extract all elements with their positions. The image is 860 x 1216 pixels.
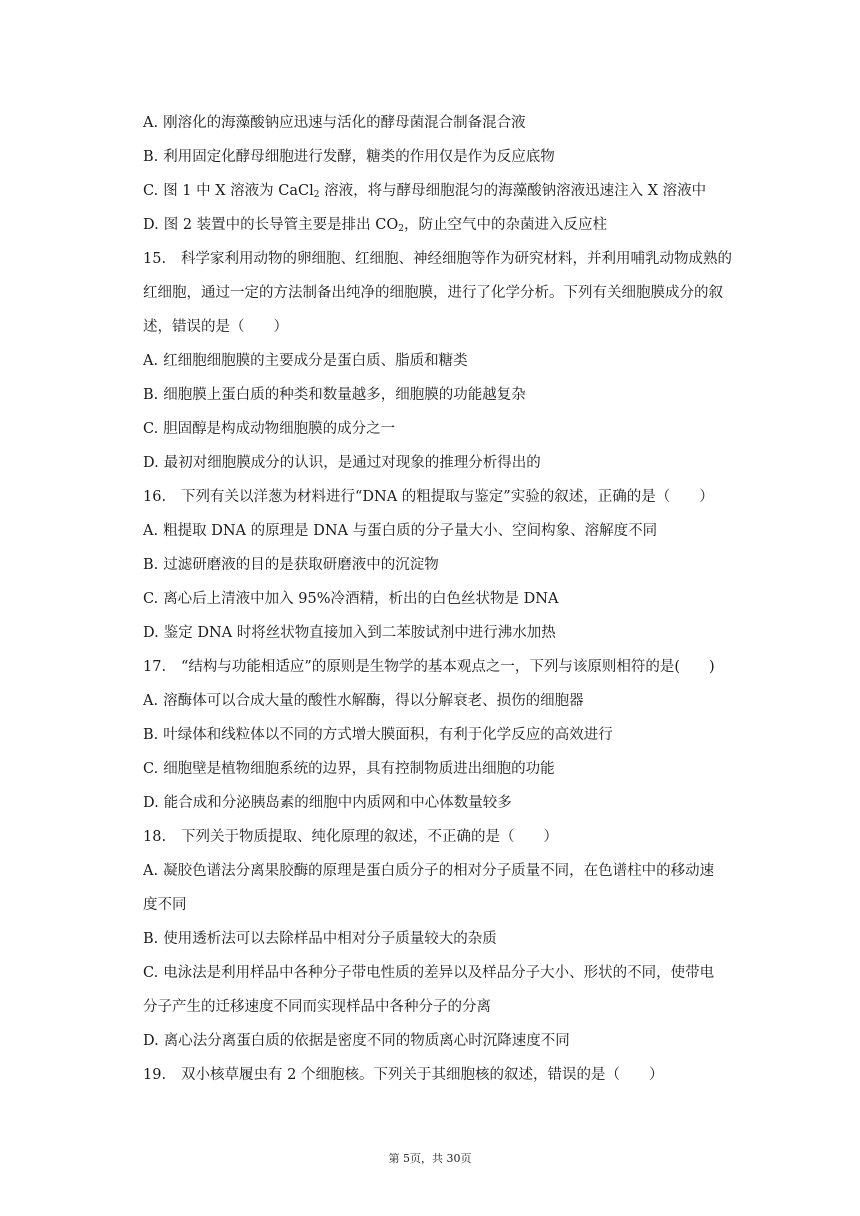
subscript: 2: [398, 224, 404, 234]
option-letter: D.: [143, 795, 159, 811]
q16-option-a: [143, 514, 763, 548]
question-stem: 双小核草履虫有 2 个细胞核。下列关于其细胞核的叙述，错误的是（ ）: [181, 1067, 664, 1083]
option-text: 使用透析法可以去除样品中相对分子质量较大的杂质: [163, 931, 497, 947]
option-letter: A.: [143, 115, 159, 131]
option-text: 分子产生的迁移速度不同而实现样品中各种分子的分离: [143, 999, 491, 1015]
q15-stem-line1: [143, 242, 763, 276]
q15-option-a: [143, 344, 763, 378]
q16-option-d: [143, 616, 763, 650]
option-letter: B.: [143, 557, 159, 573]
option-letter: B.: [143, 931, 159, 947]
option-text: 最初对细胞膜成分的认识，是通过对现象的推理分析得出的: [163, 455, 541, 471]
q14-option-a: [143, 106, 763, 140]
option-letter: D.: [143, 625, 159, 641]
q18-option-a-line2: [143, 888, 763, 922]
option-text: 离心后上清液中加入 95%冷酒精，析出的白色丝状物是 DNA: [163, 591, 559, 607]
option-text-part1: 图 1 中 X 溶液为 CaCl: [163, 183, 314, 199]
q15-option-b: [143, 378, 763, 412]
q17-stem: [143, 650, 763, 684]
question-number: 19.: [143, 1067, 167, 1083]
option-text-part1: 图 2 装置中的长导管主要是排出 CO: [163, 217, 399, 233]
option-letter: C.: [143, 965, 159, 981]
q18-option-b: [143, 922, 763, 956]
option-text: 刚溶化的海藻酸钠应迅速与活化的酵母菌混合制备混合液: [163, 115, 526, 131]
option-letter: A.: [143, 693, 159, 709]
option-letter: C.: [143, 591, 159, 607]
option-letter: D.: [143, 217, 159, 233]
q14-option-d: [143, 208, 763, 242]
option-text-part2: 溶液，将与酵母细胞混匀的海藻酸钠溶液迅速注入 X 溶液中: [319, 183, 707, 199]
q19-stem: [143, 1058, 763, 1092]
q18-stem: [143, 820, 763, 854]
question-stem: “结构与功能相适应”的原则是生物学的基本观点之一，下列与该原则相符的是( ): [181, 659, 715, 675]
q15-option-c: [143, 412, 763, 446]
option-letter: D.: [143, 1033, 159, 1049]
question-stem: 下列关于物质提取、纯化原理的叙述，不正确的是（ ）: [181, 829, 558, 845]
question-stem: 红细胞，通过一定的方法制备出纯净的细胞膜，进行了化学分析。下列有关细胞膜成分的叙: [143, 285, 723, 301]
option-letter: A.: [143, 523, 159, 539]
q18-option-d: [143, 1024, 763, 1058]
option-text: 胆固醇是构成动物细胞膜的成分之一: [163, 421, 396, 437]
question-stem: 述，错误的是（ ）: [143, 319, 288, 335]
option-text: 细胞膜上蛋白质的种类和数量越多，细胞膜的功能越复杂: [163, 387, 526, 403]
q15-stem-line2: [143, 276, 763, 310]
option-letter: C.: [143, 421, 159, 437]
q17-option-d: [143, 786, 763, 820]
option-text: 粗提取 DNA 的原理是 DNA 与蛋白质的分子量大小、空间构象、溶解度不同: [163, 523, 658, 539]
option-letter: C.: [143, 761, 159, 777]
q14-option-c: [143, 174, 763, 208]
q17-option-c: [143, 752, 763, 786]
question-stem: 下列有关以洋葱为材料进行“DNA 的粗提取与鉴定”实验的叙述，正确的是（ ）: [181, 489, 714, 505]
option-text: 叶绿体和线粒体以不同的方式增大膜面积，有利于化学反应的高效进行: [163, 727, 613, 743]
q16-stem: [143, 480, 763, 514]
option-letter: B.: [143, 387, 159, 403]
option-text: 细胞壁是植物细胞系统的边界，具有控制物质进出细胞的功能: [163, 761, 555, 777]
page-number-label: 第 5页，共 30页: [388, 1152, 472, 1165]
question-number: 16.: [143, 489, 167, 505]
question-number: 17.: [143, 659, 167, 675]
subscript: 2: [313, 190, 320, 200]
option-text: 能合成和分泌胰岛素的细胞中内质网和中心体数量较多: [163, 795, 512, 811]
option-text: 利用固定化酵母细胞进行发酵，糖类的作用仅是作为反应底物: [163, 149, 555, 165]
option-text-part2: ，防止空气中的杂菌进入反应柱: [404, 217, 607, 233]
option-letter: B.: [143, 727, 159, 743]
option-letter: A.: [143, 863, 159, 879]
option-letter: A.: [143, 353, 159, 369]
page-content: [143, 106, 763, 1092]
option-text: 度不同: [143, 897, 187, 913]
option-letter: D.: [143, 455, 159, 471]
question-number: 18.: [143, 829, 167, 845]
option-text: 鉴定 DNA 时将丝状物直接加入到二苯胺试剂中进行沸水加热: [163, 625, 556, 641]
question-stem: 科学家利用动物的卵细胞、红细胞、神经细胞等作为研究材料，并利用哺乳动物成熟的: [181, 251, 732, 267]
page-footer: [0, 1150, 860, 1166]
q18-option-c-line2: [143, 990, 763, 1024]
q15-stem-line3: [143, 310, 763, 344]
option-letter: B.: [143, 149, 159, 165]
q18-option-a-line1: [143, 854, 763, 888]
question-number: 15.: [143, 251, 167, 267]
q15-option-d: [143, 446, 763, 480]
q17-option-a: [143, 684, 763, 718]
option-letter: C.: [143, 183, 159, 199]
option-text: 凝胶色谱法分离果胶酶的原理是蛋白质分子的相对分子质量不同，在色谱柱中的移动速: [163, 863, 715, 879]
option-text: 过滤研磨液的目的是获取研磨液中的沉淀物: [163, 557, 439, 573]
option-text: 红细胞细胞膜的主要成分是蛋白质、脂质和糖类: [163, 353, 468, 369]
option-text: 离心法分离蛋白质的依据是密度不同的物质离心时沉降速度不同: [163, 1033, 570, 1049]
q17-option-b: [143, 718, 763, 752]
q16-option-b: [143, 548, 763, 582]
q14-option-b: [143, 140, 763, 174]
option-text: 溶酶体可以合成大量的酸性水解酶，得以分解衰老、损伤的细胞器: [163, 693, 584, 709]
q16-option-c: [143, 582, 763, 616]
option-text: 电泳法是利用样品中各种分子带电性质的差异以及样品分子大小、形状的不同，使带电: [163, 965, 715, 981]
q18-option-c-line1: [143, 956, 763, 990]
